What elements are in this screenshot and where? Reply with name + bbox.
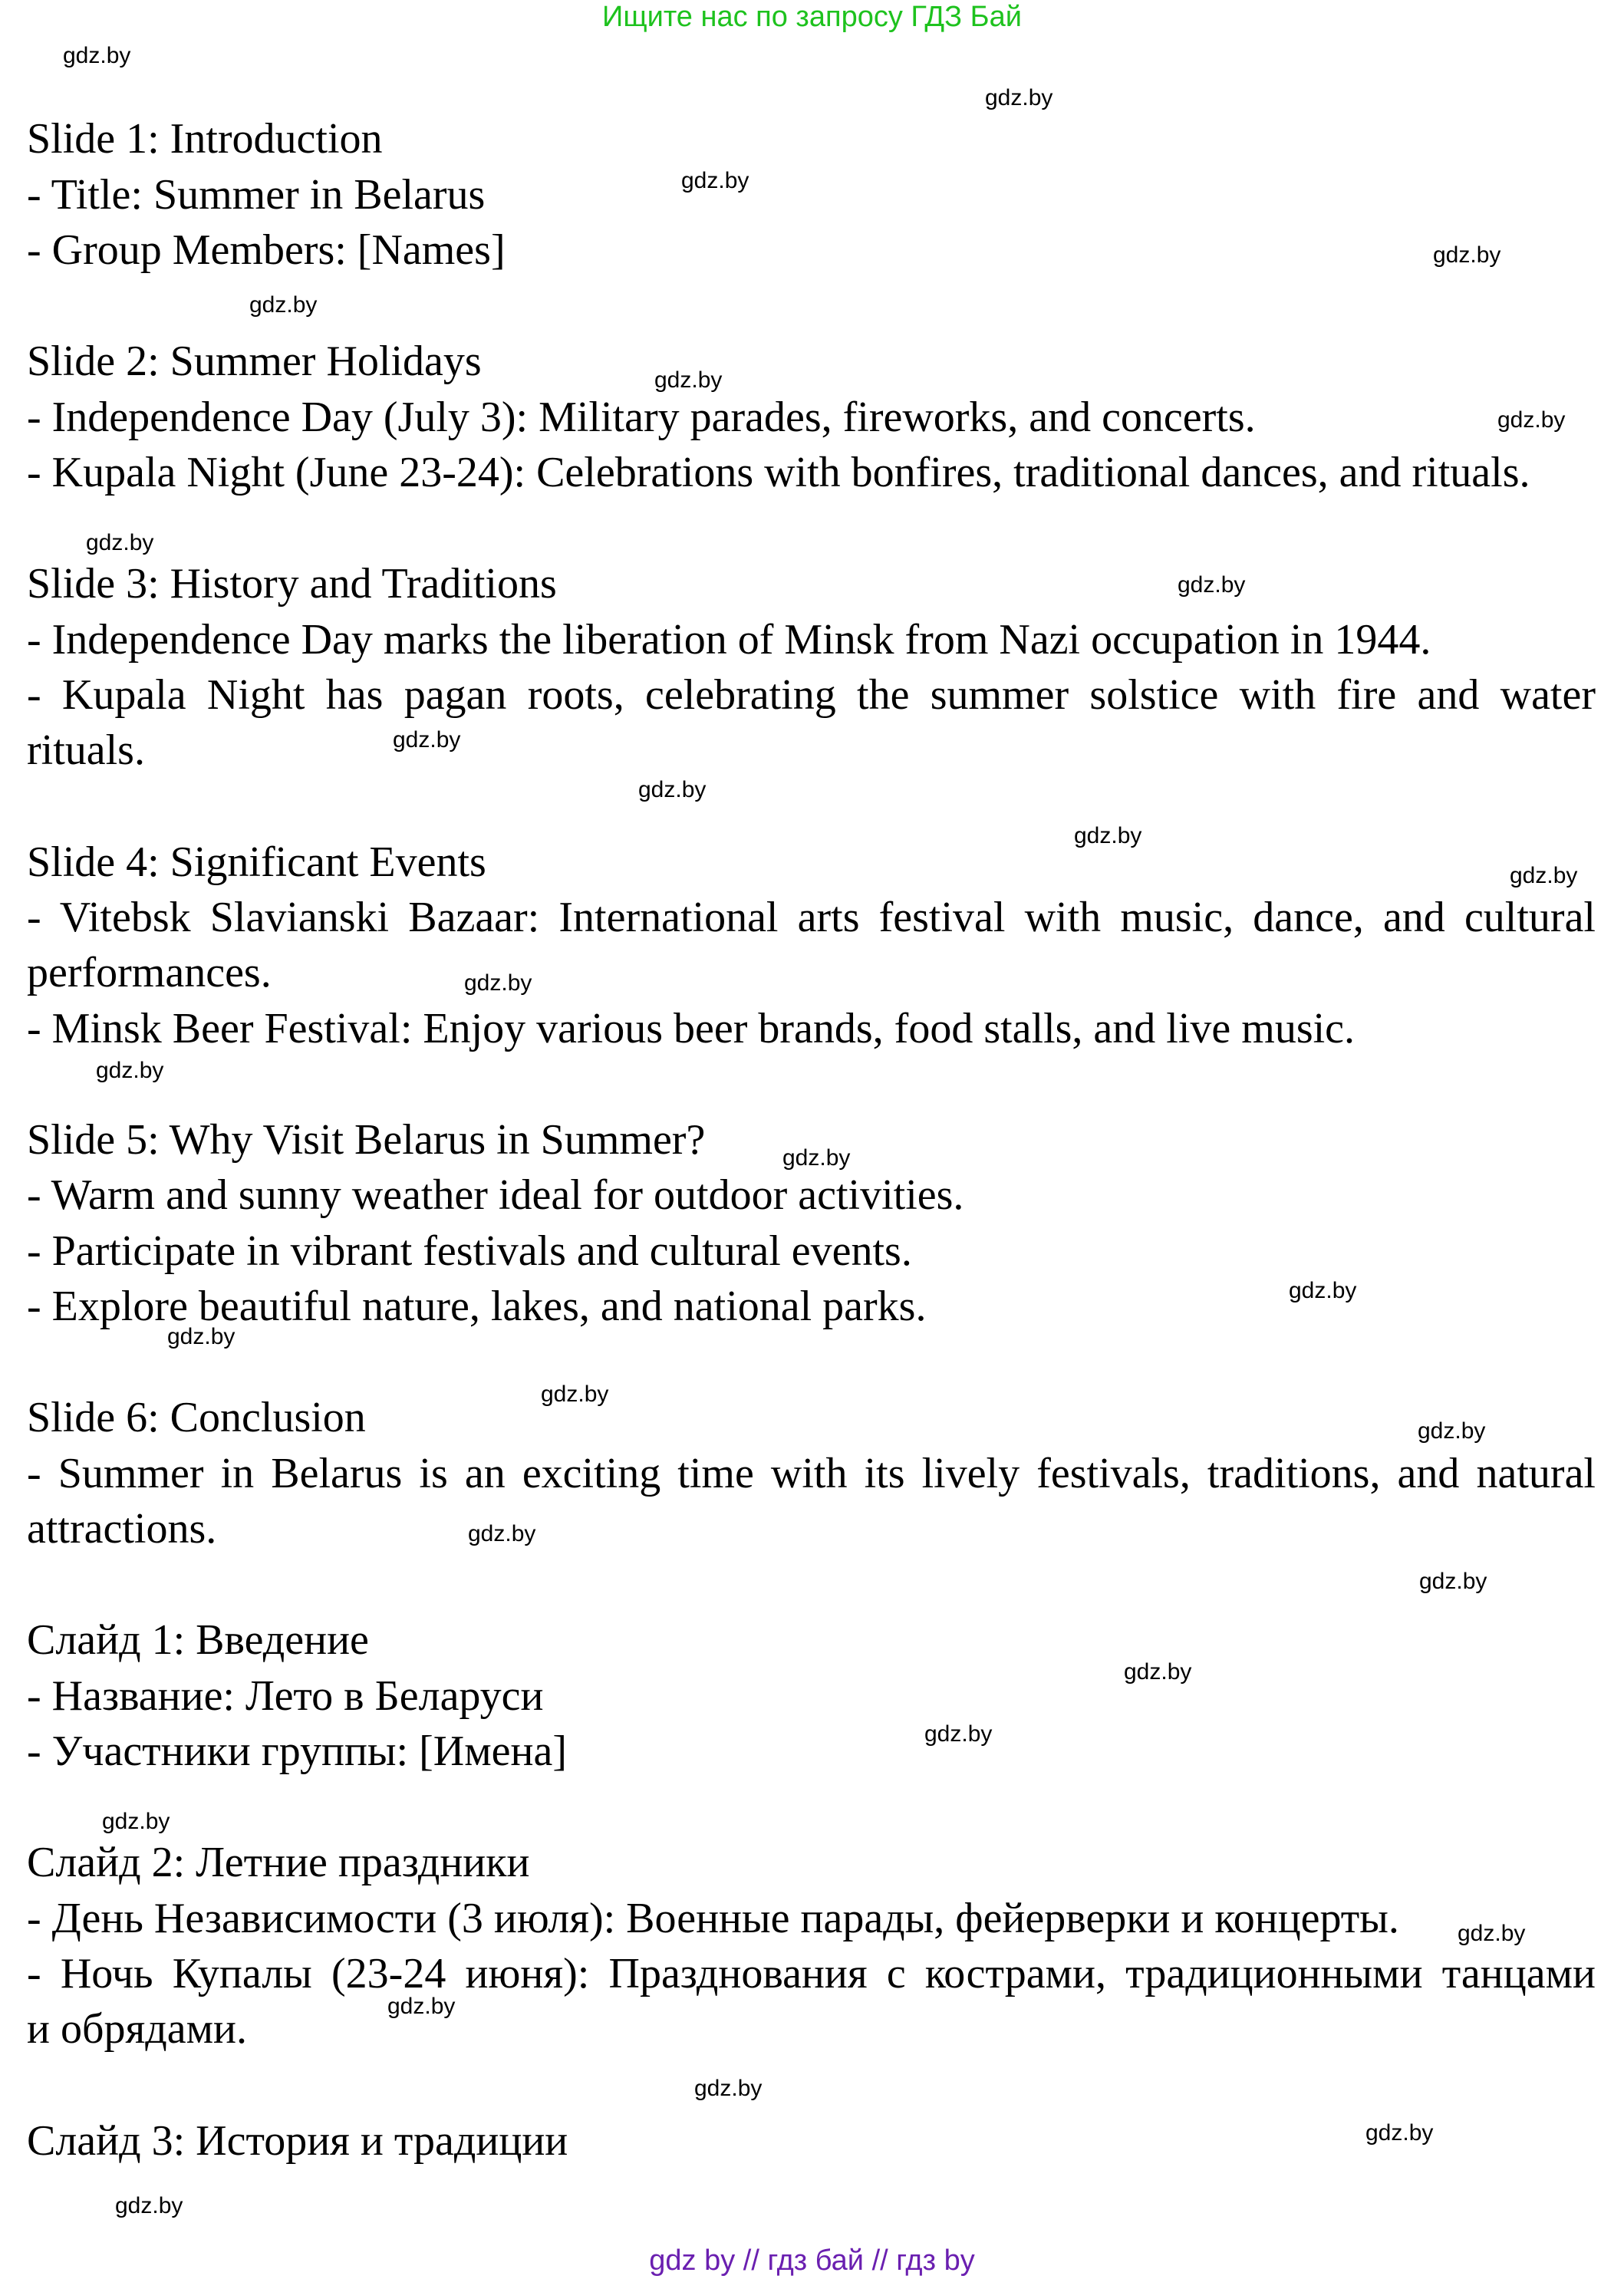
search-hint-link[interactable]: Ищите нас по запросу ГДЗ Бай <box>602 1 1022 33</box>
watermark: gdz.by <box>654 367 723 393</box>
slide4-bazaar-line: - Vitebsk Slavianski Bazaar: International arts festival with music, dance, and cultural <box>27 894 1596 941</box>
ru-slide3-heading: Слайд 3: История и традиции <box>27 2117 568 2165</box>
slide2-independence-line: - Independence Day (July 3): Military parades, fireworks, and concerts. <box>27 394 1256 441</box>
footer-links[interactable]: gdz by // гдз бай // гдз by <box>649 2244 975 2277</box>
watermark: gdz.by <box>1497 407 1566 433</box>
ru-slide1-members-line: - Участники группы: [Имена] <box>27 1727 567 1775</box>
slide3-kupala-line: - Kupala Night has pagan roots, celebrating the summer solstice with fire and water <box>27 671 1596 719</box>
slide6-heading: Slide 6: Conclusion <box>27 1394 366 1441</box>
watermark: gdz.by <box>1418 1418 1486 1444</box>
slide6-summary-line: - Summer in Belarus is an exciting time with its lively festivals, traditions, and natural <box>27 1450 1596 1497</box>
watermark: gdz.by <box>464 970 532 996</box>
slide2-heading: Slide 2: Summer Holidays <box>27 338 482 385</box>
watermark: gdz.by <box>638 777 707 802</box>
watermark: gdz.by <box>985 85 1053 110</box>
slide5-heading: Slide 5: Why Visit Belarus in Summer? <box>27 1116 706 1164</box>
watermark: gdz.by <box>924 1721 993 1747</box>
watermark: gdz.by <box>86 530 154 555</box>
ru-slide2-independence-line: - День Независимости (3 июля): Военные парады, фейерверки и концерты. <box>27 1895 1399 1942</box>
watermark: gdz.by <box>1419 1569 1487 1594</box>
watermark: gdz.by <box>1510 863 1578 888</box>
watermark: gdz.by <box>1433 242 1501 268</box>
slide5-festivals-line: - Participate in vibrant festivals and cultural events. <box>27 1227 912 1275</box>
watermark: gdz.by <box>249 292 318 318</box>
ru-slide2-heading: Слайд 2: Летние праздники <box>27 1839 530 1886</box>
slide5-nature-line: - Explore beautiful nature, lakes, and national parks. <box>27 1283 927 1330</box>
slide1-title-line: - Title: Summer in Belarus <box>27 171 486 219</box>
slide5-weather-line: - Warm and sunny weather ideal for outdoor activities. <box>27 1171 964 1219</box>
slide3-heading: Slide 3: History and Traditions <box>27 560 557 608</box>
watermark: gdz.by <box>1365 2120 1434 2146</box>
slide4-bazaar-line-cont: performances. <box>27 949 272 996</box>
ru-slide1-title-line: - Название: Лето в Беларуси <box>27 1672 544 1720</box>
watermark: gdz.by <box>1289 1278 1357 1303</box>
slide6-summary-line-cont: attractions. <box>27 1505 217 1553</box>
watermark: gdz.by <box>393 727 461 753</box>
ru-slide1-heading: Слайд 1: Введение <box>27 1616 369 1664</box>
slide1-heading: Slide 1: Introduction <box>27 115 383 163</box>
watermark: gdz.by <box>96 1058 164 1083</box>
ru-slide2-kupala-line-cont: и обрядами. <box>27 2005 247 2053</box>
slide4-beer-festival-line: - Minsk Beer Festival: Enjoy various beer brands, food stalls, and live music. <box>27 1005 1356 1052</box>
watermark: gdz.by <box>63 43 131 68</box>
slide1-members-line: - Group Members: [Names] <box>27 226 506 274</box>
watermark: gdz.by <box>1178 572 1246 598</box>
watermark: gdz.by <box>681 168 749 193</box>
slide2-kupala-line: - Kupala Night (June 23-24): Celebrations with bonfires, traditional dances, and rituals. <box>27 449 1530 496</box>
ru-slide2-kupala-line: - Ночь Купалы (23-24 июня): Празднования с кострами, традиционными танцами <box>27 1950 1596 1997</box>
watermark: gdz.by <box>468 1521 536 1546</box>
watermark: gdz.by <box>102 1809 170 1834</box>
slide3-kupala-line-cont: rituals. <box>27 726 145 774</box>
watermark: gdz.by <box>782 1145 851 1171</box>
watermark: gdz.by <box>1124 1659 1192 1685</box>
watermark: gdz.by <box>167 1324 236 1349</box>
watermark: gdz.by <box>541 1382 609 1407</box>
watermark: gdz.by <box>694 2076 763 2101</box>
slide3-independence-line: - Independence Day marks the liberation of Minsk from Nazi occupation in 1944. <box>27 616 1431 664</box>
slide4-heading: Slide 4: Significant Events <box>27 838 486 886</box>
watermark: gdz.by <box>1458 1921 1526 1946</box>
watermark: gdz.by <box>115 2193 183 2218</box>
watermark: gdz.by <box>387 1994 456 2019</box>
watermark: gdz.by <box>1074 823 1142 848</box>
